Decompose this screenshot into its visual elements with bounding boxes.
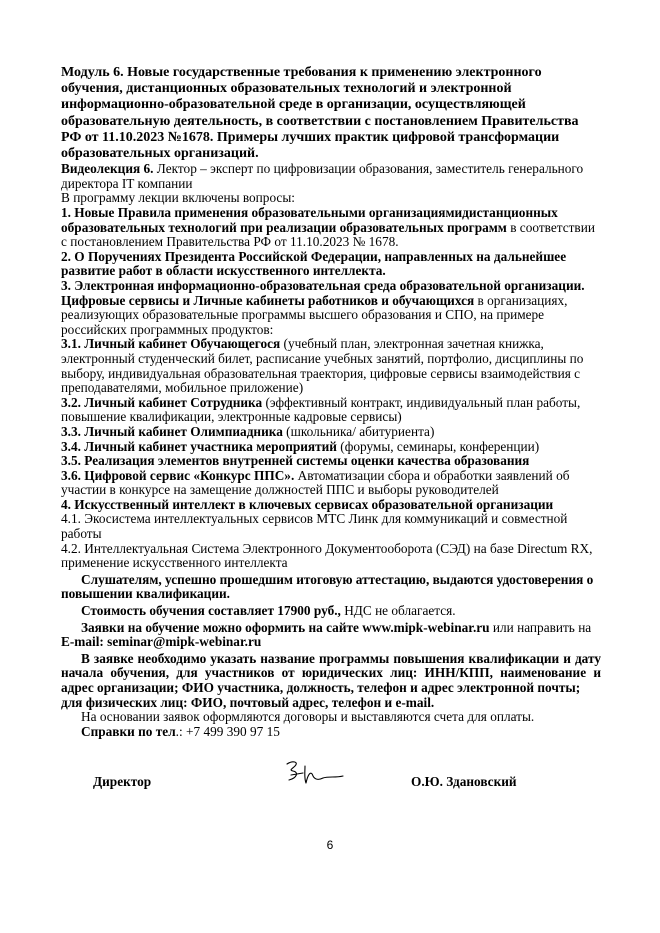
question-3-4-bold: 3.4. Личный кабинет участника мероприятий xyxy=(61,438,337,454)
help-phone: .: +7 499 390 97 15 xyxy=(175,723,280,739)
apply-website[interactable]: Заявки на обучение можно оформить на сайте www.mipk-webinar.ru xyxy=(81,619,490,635)
apply-text: или направить на xyxy=(489,619,592,635)
question-3-1 xyxy=(61,337,601,395)
module-title: Модуль 6. Новые государственные требования к применению электронного обучения, дистанционных образовательных технологий и электронной информационно-образовательной среде в организации, осуществляющей образовательную деятельность, в соответствии с постановлением Правительства РФ от 11.10.2023 №1678. Примеры лучших практик цифровой трансформации образовательных организаций. xyxy=(61,65,579,162)
help-bold: Справки по тел xyxy=(81,723,176,739)
question-3 xyxy=(61,279,601,337)
apply-email[interactable]: E-mail: seminar@mipk-webinar.ru xyxy=(61,634,262,650)
director-label: Директор xyxy=(93,774,152,789)
help-line xyxy=(61,725,601,740)
apply-line xyxy=(61,621,601,650)
question-3-2 xyxy=(61,396,601,425)
signature-image xyxy=(283,758,345,786)
question-2: 2. О Поручениях Президента Российской Федерации, направленных на дальнейшее развитие работ в области искусственного интеллекта. xyxy=(61,248,567,279)
question-3-4 xyxy=(61,440,601,455)
certificate-note: Слушателям, успешно прошедшим итоговую аттестацию, выдаются удостоверения о повышении квалификации. xyxy=(61,571,594,602)
question-3-bold: 3. Электронная информационно-образовательная среда образовательной организации. Цифровые сервисы и Личные кабинеты работников и обучающихся xyxy=(61,277,585,308)
question-3-3-bold: 3.3. Личный кабинет Олимпиадника xyxy=(61,423,283,439)
price-line xyxy=(61,604,601,619)
intro-line: В программу лекции включены вопросы: xyxy=(61,190,295,206)
question-3-6-text: Автоматизации сбора и обработки заявлений об участии в конкурсе на замещение должностей ППС и выборы руководителей xyxy=(61,467,570,498)
question-1 xyxy=(61,206,601,250)
question-3-6-bold: 3.6. Цифровой сервис «Конкурс ППС». xyxy=(61,467,295,483)
question-3-4-text: (форумы, семинары, конференции) xyxy=(336,438,540,454)
question-1-bold: 1. Новые Правила применения образовательными организациямидистанционных образовательных технологий при реализации образовательных программ xyxy=(61,205,558,235)
question-3-2-bold: 3.2. Личный кабинет Сотрудника xyxy=(61,394,263,410)
document-body xyxy=(61,65,601,739)
video-lecture xyxy=(61,162,601,191)
question-3-5: 3.5. Реализация элементов внутренней системы оценки качества образования xyxy=(61,453,530,469)
question-1-text: в соответствии с постановлением Правительства РФ от 11.10.2023 № 1678. xyxy=(61,219,595,250)
page-number: 6 xyxy=(326,838,334,852)
contracts-line: На основании заявок оформляются договоры и выставляются счета для оплаты. xyxy=(81,709,535,725)
question-3-2-text: (эффективный контракт, индивидуальный план работы, повышение квалификации, электронные кадровые сервисы) xyxy=(61,394,581,425)
question-3-1-bold: 3.1. Личный кабинет Обучающегося xyxy=(61,336,281,352)
question-3-1-text: (учебный план, электронная зачетная книжка, электронный студенческий билет, расписание учебных занятий, портфолио, дисциплины по выбору, индивидуальная образовательная траектория, цифровые сервисы взаимодействия с преподавателями, мобильное приложение) xyxy=(61,336,584,396)
question-3-3 xyxy=(61,425,601,440)
price-bold: Стоимость обучения составляет 17900 руб., xyxy=(81,603,341,619)
question-4-2: 4.2. Интеллектуальная Система Электронного Документооборота (СЭД) на базе Directum RX, применение искусственного интеллекта xyxy=(61,540,593,571)
question-3-text: в организациях, реализующих образовательные программы высшего образования и СПО, на примере российских программных продуктов: xyxy=(61,292,568,337)
director-name: О.Ю. Здановский xyxy=(411,774,517,789)
question-4-1: 4.1. Экосистема интеллектуальных сервисов МТС Линк для коммуникаций и совместной работы xyxy=(61,511,568,542)
question-4: 4. Искусственный интеллект в ключевых сервисах образовательной организации xyxy=(61,496,554,512)
question-3-6 xyxy=(61,469,601,498)
video-label: Видеолекция 6. xyxy=(61,161,154,177)
price-text: НДС не облагается. xyxy=(340,603,456,619)
video-text: Лектор – эксперт по цифровизации образования, заместитель генерального директора IT компании xyxy=(61,161,584,191)
required-info: В заявке необходимо указать название программы повышения квалификации и дату начала обучения, для участников от юридических лиц: ИНН/КПП, наименование и адрес организации; ФИО участника, должность, телефон и адрес электронной почты; xyxy=(61,650,601,695)
physical-persons-info: для физических лиц: ФИО, почтовый адрес, телефон и e-mail. xyxy=(61,694,435,710)
question-3-3-text: (школьника/ абитуриента) xyxy=(282,423,435,439)
